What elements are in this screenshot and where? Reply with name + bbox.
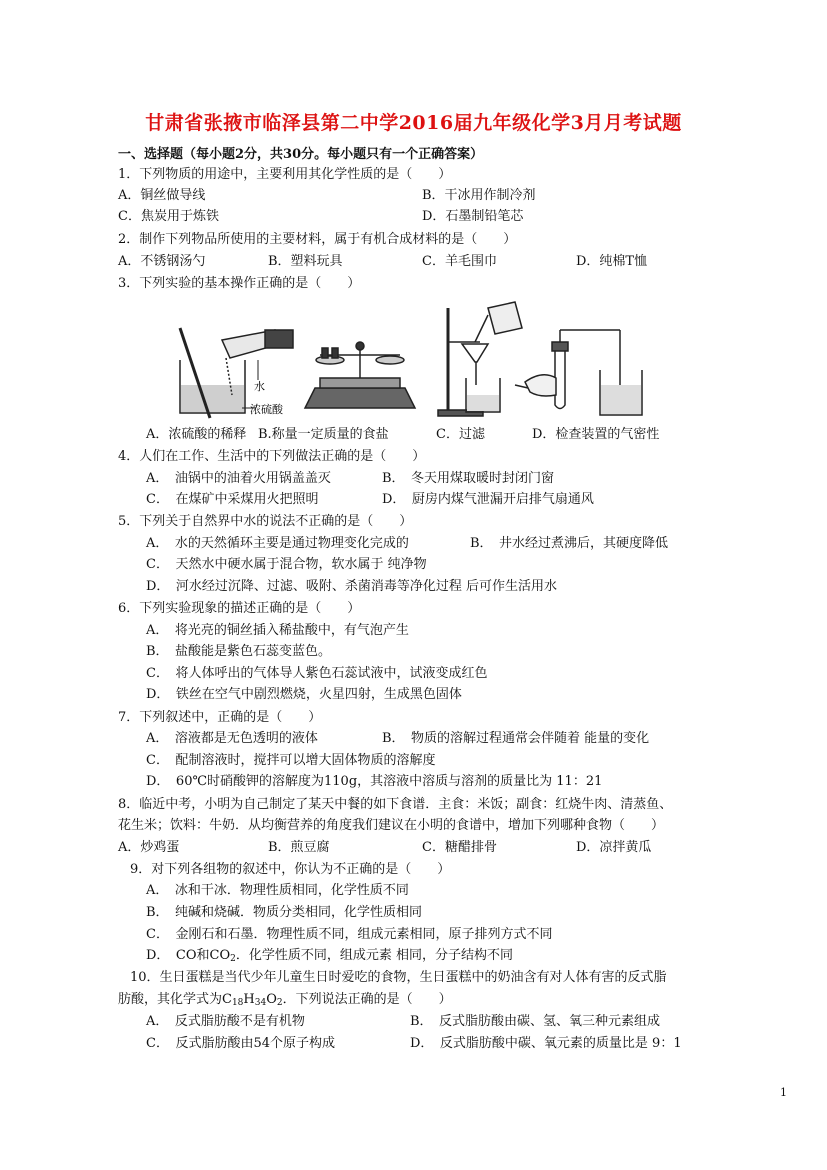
q3-option-a: A．浓硫酸的稀释 [146,427,247,442]
q9-d-text-rest: ．化学性质不同，组成元素 相同，分子结构不同 [235,948,514,963]
q7-option-c: C． 配制溶液时，搅拌可以增大固体物质的溶解度 [146,753,436,768]
fig-label-acid: 浓硫酸 [250,403,283,416]
q9-d-text: D． CO和CO [146,948,231,963]
q10-h: H [243,992,255,1007]
q7-option-b: B． 物质的溶解过程通常会伴随着 能量的变化 [382,731,650,746]
q7-stem: 7．下列叙述中，正确的是（ ） [118,710,322,725]
q10-option-b: B． 反式脂肪酸由碳、氢、氧三种元素组成 [410,1014,661,1029]
q10-option-d: D． 反式脂肪酸中碳、氧元素的质量比是 9：1 [410,1036,682,1051]
q9-option-b: B． 纯碱和烧碱．物质分类相同，化学性质相同 [146,905,423,920]
q2-option-a: A．不锈钢汤勺 [118,254,206,269]
q8-option-d: D．凉拌黄瓜 [576,840,652,855]
page-number: 1 [780,1086,787,1099]
q10-option-a: A． 反式脂肪酸不是有机物 [146,1014,305,1029]
q3-stem: 3．下列实验的基本操作正确的是（ ） [118,276,361,291]
q10-sub-o: 2 [276,998,283,1008]
q4-option-a: A． 油锅中的油着火用锅盖盖灭 [146,471,331,486]
q7-option-a: A． 溶液都是无色透明的液体 [146,731,318,746]
q6-stem: 6．下列实验现象的描述正确的是（ ） [118,601,361,616]
fig-label-water: 水 [254,380,265,393]
q6-option-d: D． 铁丝在空气中剧烈燃烧，火星四射，生成黑色固体 [146,687,462,702]
q1-option-b: B．干冰用作制冷剂 [422,188,536,203]
filtration-figure [438,302,522,416]
q8-option-a: A．炒鸡蛋 [118,840,180,855]
q9-option-d [146,947,513,965]
q2-option-b: B．塑料玩具 [268,254,343,269]
q3-option-d: D．检查装置的气密性 [532,427,660,442]
airtightness-figure [515,330,642,415]
q3-option-b: B.称量一定质量的食盐 [258,427,389,442]
q1-option-c: C．焦炭用于炼铁 [118,209,219,224]
q7-option-d: D． 60℃时硝酸钾的溶解度为110g，其溶液中溶质与溶剂的质量比为 11：21 [146,774,603,789]
q6-option-c: C． 将人体呼出的气体导人紫色石蕊试液中，试液变成红色 [146,666,488,681]
q10-o: O [266,992,277,1007]
q5-stem: 5．下列关于自然界中水的说法不正确的是（ ） [118,514,413,529]
q9-option-c: C． 金刚石和石墨．物理性质不同，组成元素相同，原子排列方式不同 [146,927,553,942]
q10-sub-c: 18 [231,998,244,1008]
q9-stem: 9．对下列各组物的叙述中，你认为不正确的是（ ） [130,862,451,877]
q10-text-rest: ．下列说法正确的是（ ） [282,992,452,1007]
section-heading: 一、选择题（每小题2分，共30分。每小题只有一个正确答案） [118,147,484,162]
q10-option-c: C． 反式脂肪酸由54个原子构成 [146,1036,335,1051]
q4-stem: 4．人们在工作、生活中的下列做法正确的是（ ） [118,449,426,464]
q4-option-c: C． 在煤矿中采煤用火把照明 [146,492,319,507]
q8-option-c: C．糖醋排骨 [422,840,497,855]
q5-option-d: D． 河水经过沉降、过滤、吸附、杀菌消毒等净化过程 后可作生活用水 [146,579,558,594]
q4-option-d: D． 厨房内煤气泄漏开启排气扇通风 [382,492,594,507]
q9-option-a: A． 冰和干冰．物理性质相同，化学性质不同 [146,883,409,898]
q2-option-c: C．羊毛围巾 [422,254,497,269]
q6-option-b: B． 盐酸能是紫色石蕊变蓝色。 [146,644,332,659]
q5-option-b: B． 井水经过煮沸后，其硬度降低 [470,536,669,551]
q10-text: 肪酸，其化学式为C [118,992,232,1007]
q3-figure [170,300,670,425]
q2-option-d: D．纯棉T恤 [576,254,648,269]
q6-option-a: A． 将光亮的铜丝插入稀盐酸中，有气泡产生 [146,623,409,638]
page-title: 甘肃省张掖市临泽县第二中学2016届九年级化学3月月考试题 [145,112,682,134]
q2-stem: 2．制作下列物品所使用的主要材料，属于有机合成材料的是（ ） [118,232,517,247]
q10-stem-line2 [118,991,452,1009]
q1-option-a: A．铜丝做导线 [118,188,206,203]
q8-option-b: B．煎豆腐 [268,840,330,855]
q1-option-d: D．石墨制铅笔芯 [422,209,524,224]
balance-figure [305,342,415,408]
q10-stem-line1: 10．生日蛋糕是当代少年儿童生日时爱吃的食物，生日蛋糕中的奶油含有对人体有害的反式脂 [130,970,667,985]
q10-sub-h: 34 [254,998,267,1008]
q3-option-c: C．过滤 [436,427,485,442]
q1-stem: 1．下列物质的用途中，主要利用其化学性质的是（ ） [118,167,452,182]
q5-option-c: C． 天然水中硬水属于混合物，软水属于 纯净物 [146,557,427,572]
q4-option-b: B． 冬天用煤取暖时封闭门窗 [382,471,555,486]
q9-d-subscript: 2 [230,954,236,964]
q8-stem-line2: 花生米；饮料：牛奶．从均衡营养的角度我们建议在小明的食谱中，增加下列哪种食物（ ） [118,818,665,833]
q8-stem-line1: 8．临近中考，小明为自己制定了某天中餐的如下食谱．主食：米饭；副食：红烧牛肉、清蒸鱼、 [118,797,673,812]
q5-option-a: A． 水的天然循环主要是通过物理变化完成的 [146,536,409,551]
